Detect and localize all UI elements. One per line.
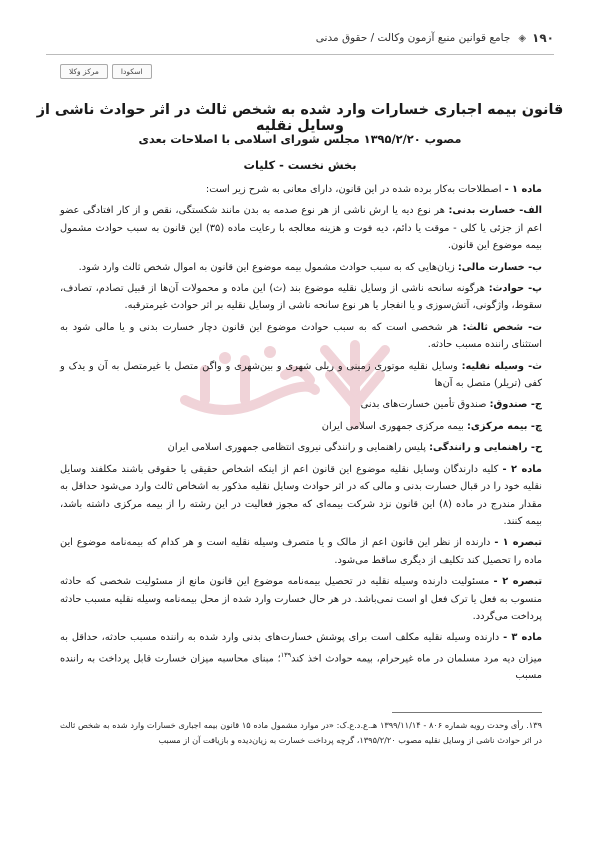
- definition-che: چ- بیمه مرکزی: بیمه مرکزی جمهوری اسلامی ایران: [321, 420, 542, 432]
- definition-jim: ج- صندوق: صندوق تأمین خسارت‌های بدنی: [360, 399, 542, 411]
- article-3: ماده ۳ - دارنده وسیله نقلیه مکلف است برای پوشش خسارت‌های بدنی وارد شده به راننده مسبب حادثه، حداقل به میزان دیه مرد مسلمان در ماه غیرحرام، بیمه حوادث اخذ کند$^{۱۳۹}$؛ مبنای محاسبه میزان خسارت قابل پرداخت به راننده مسبب: [60, 632, 543, 682]
- footnote-divider: [392, 712, 542, 713]
- definition-alef: الف- خسارت بدنی: هر نوع دیه یا ارش ناشی از هر نوع صدمه به بدن مانند شکستگی، نقص و از کار افتادگی عضو اعم از جزئی یا کلی - موقت یا دائم، دیه فوت و هزینه معالجه با رعایت ماده (۳۵) این قانون به سبب حوادث مشمول بیمه موضوع این قانون.: [60, 205, 542, 252]
- page-number: ۱۹۰: [532, 31, 554, 45]
- law-subtitle: مصوب ۱۳۹۵/۲/۲۰ مجلس شورای اسلامی با اصلاحات بعدی: [138, 132, 462, 146]
- exam-tags: [60, 64, 152, 79]
- note-2: تبصره ۲ - مسئولیت دارنده وسیله نقلیه در تحصیل بیمه‌نامه موضوع این قانون مانع از مسئولیت شخصی که حادثه منسوب به فعل یا ترک فعل او است نمی‌باشد. در هر حال خسارت وارد شده از محل بیمه‌نامه وسیله نقلیه مسبب حادثه پرداخت می‌گردد.: [60, 576, 543, 622]
- header-divider: [46, 54, 554, 55]
- definition-se: ث- وسیله نقلیه: وسایل نقلیه موتوری زمینی و ریلی شهری و بین‌شهری و واگن متصل یا غیرمتصل به آن و یدک و کفی (تریلر) متصل به آن‌ها: [60, 360, 543, 390]
- running-header: [46, 28, 554, 48]
- article-1: ماده ۱ - اصطلاحات به‌کار برده شده در این قانون، دارای معانی به شرح زیر است:: [205, 184, 542, 195]
- note-1: تبصره ۱ - دارنده از نظر این قانون اعم از مالک و یا متصرف وسیله نقلیه است و هر کدام که بیمه‌نامه موضوع این ماده را تحصیل کند تکلیف از دیگری ساقط می‌شود.: [60, 537, 542, 566]
- definition-te: ت- شخص ثالث: هر شخصی است که به سبب حوادث موضوع این قانون دچار خسارت بدنی و یا مالی شود به استثنای راننده مسبب حادثه.: [60, 321, 542, 351]
- article-2: ماده ۲ - کلیه دارندگان وسایل نقلیه موضوع این قانون اعم از اینکه اشخاص حقیقی یا حقوقی باشند مکلفند وسایل نقلیه خود را در قبال خسارت بدنی و مالی که در اثر حوادث وسایل نقلیه مذکور به اشخاص ثالث وارد می‌شود حداقل به مقدار مندرج در ماده (۸) این قانون نزد شرکت بیمه‌ای که مجوز فعالیت در این رشته را از بیمه مرکزی داشته باشد، بیمه کنند.: [60, 463, 542, 527]
- law-title: قانون بیمه اجباری خسارات وارد شده به شخص ثالث در اثر حوادث ناشی از وسایل نقلیه: [36, 102, 564, 134]
- tag-markaz-vokala: مرکز وکلا: [60, 64, 108, 79]
- running-title: جامع قوانین منبع آزمون وکالت / حقوق مدنی: [315, 32, 511, 44]
- section-heading: بخش نخست - کلیات: [243, 158, 357, 172]
- ornament-icon: ◈: [518, 32, 527, 44]
- definition-he: ح- راهنمایی و رانندگی: پلیس راهنمایی و رانندگی نیروی انتظامی جمهوری اسلامی ایران: [167, 442, 542, 454]
- footnote-139: ۱۳۹. رأی وحدت رویه شماره ۸۰۶ - ۱۳۹۹/۱۱/۱۴ هـ.ع.د.ع.ک: «در موارد مشمول ماده ۱۵ قانون بیمه اجباری خسارات وارد شده به شخص ثالث در اثر حوادث ناشی از وسایل نقلیه مصوب ۱۳۹۵/۲/۲۰، گرچه پرداخت خسارت به زیان‌دیده و بازیافت آن از مسبب: [60, 720, 542, 745]
- footnote-ref[interactable]: ۱۳۹: [280, 650, 292, 659]
- definition-pe: پ- حوادث: هرگونه سانحه ناشی از وسایل نقلیه موضوع بند (ث) این ماده و محمولات آن‌ها از قبیل تصادم، تصادف، سقوط، واژگونی، آتش‌سوزی و یا انفجار یا هر نوع سانحه ناشی از وسایل نقلیه بر اثر حوادث غیرمترقبه.: [60, 283, 542, 312]
- law-body: [60, 181, 542, 689]
- tag-eskouda: اسکودا: [112, 64, 152, 79]
- definition-be: ب- خسارت مالی: زیان‌هایی که به سبب حوادث مشمول بیمه موضوع این قانون به اموال شخص ثالث وارد شود.: [78, 261, 542, 273]
